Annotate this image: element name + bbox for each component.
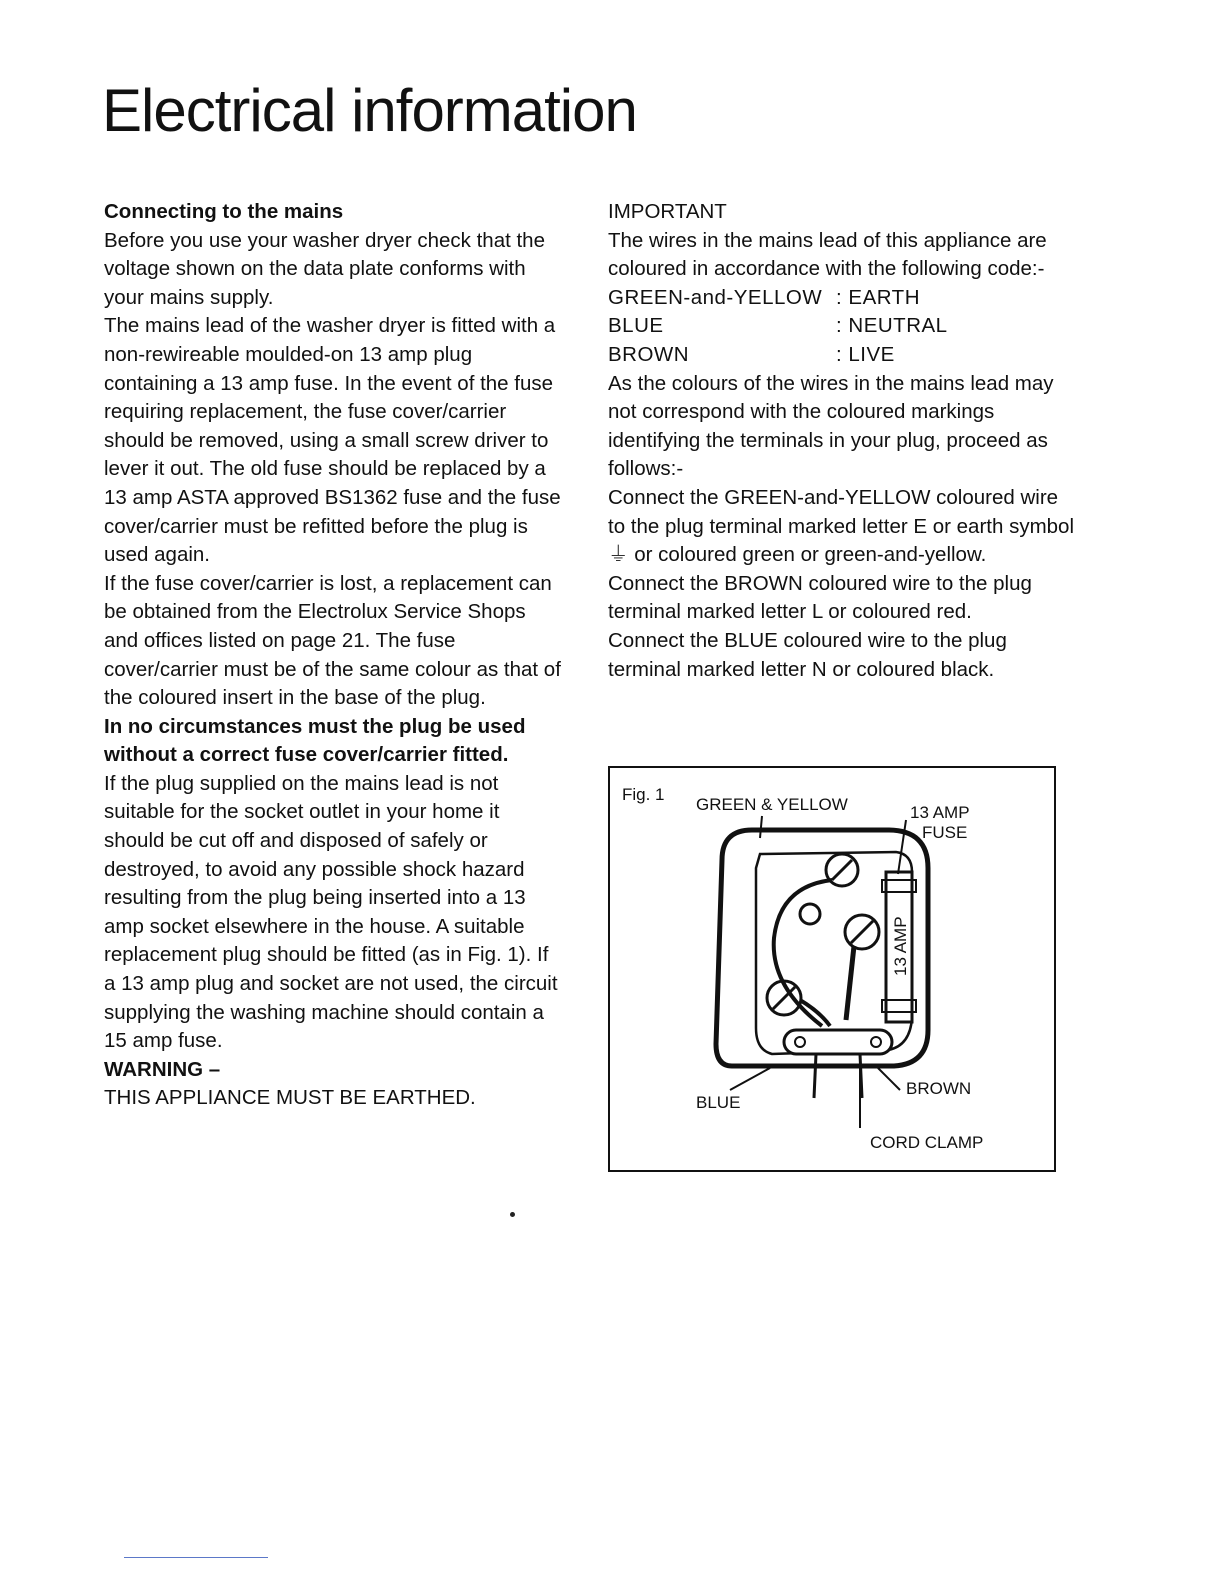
- live-wire: [846, 946, 854, 1020]
- wire-code-intro: The wires in the mains lead of this appliance are coloured in accordance with the following code:-: [608, 228, 1047, 281]
- code-meaning: : EARTH: [836, 285, 920, 309]
- leader-green-yellow: [760, 816, 762, 838]
- label-green-yellow: GREEN & YELLOW: [696, 795, 848, 814]
- label-fuse: FUSE: [922, 823, 968, 842]
- cord-clamp: [784, 1030, 892, 1054]
- center-post: [800, 904, 820, 924]
- label-blue: BLUE: [696, 1093, 741, 1112]
- paragraph-voltage-check: Before you use your washer dryer check that the voltage shown on the data plate conforms with your mains supply.: [104, 228, 545, 309]
- page-title: Electrical information: [102, 77, 637, 144]
- leader-blue: [730, 1068, 770, 1090]
- paragraph-plug-unsuitable: If the plug supplied on the mains lead is not suitable for the socket outlet in your home it should be cut off and disposed of safely or destroyed, to avoid any possible shock hazard resulting from the plug being inserted into a 13 amp socket elsewhere in the house. A suitable replacement plug should be fitted (as in Fig. 1). If a 13 amp plug and socket are not used, the circuit supplying the washing machine should contain a 15 amp fuse.: [104, 771, 558, 1053]
- left-column: [104, 198, 564, 1113]
- important-heading: IMPORTANT: [608, 200, 727, 223]
- code-colour: GREEN-and-YELLOW: [608, 285, 823, 309]
- instruction-proceed: As the colours of the wires in the mains lead may not correspond with the coloured markings identifying the terminals in your plug, proceed as follows:-: [608, 371, 1054, 481]
- code-meaning: : LIVE: [836, 342, 895, 366]
- label-cord-clamp: CORD CLAMP: [870, 1133, 984, 1152]
- plug-wiring-figure: [608, 766, 1056, 1172]
- code-colour: BLUE: [608, 314, 664, 338]
- plug-diagram: [610, 768, 1054, 1170]
- section-heading-mains: Connecting to the mains: [104, 200, 344, 223]
- warning-text: THIS APPLIANCE MUST BE EARTHED.: [104, 1086, 476, 1110]
- code-row-neutral: [608, 312, 1078, 341]
- code-row-earth: [608, 284, 1078, 313]
- mains-cable: [814, 1054, 862, 1098]
- paragraph-fuse-replacement: The mains lead of the washer dryer is fitted with a non-rewireable moulded-on 13 amp plug containing a 13 amp fuse. In the event of the fuse requiring replacement, the fuse cover/carrier should be removed, using a small screw driver to lever it out. The old fuse should be replaced by a 13 amp ASTA approved BS1362 fuse and the fuse cover/carrier must be refitted before the plug is used again.: [104, 314, 561, 567]
- label-13-amp: 13 AMP: [910, 803, 970, 822]
- instruction-brown: Connect the BROWN coloured wire to the plug terminal marked letter L or coloured red.: [608, 571, 1032, 624]
- scan-speck: [510, 1212, 515, 1217]
- instruction-green-yellow: Connect the GREEN-and-YELLOW coloured wire to the plug terminal marked letter E or earth symbol ⏚ or coloured green or green-and-yellow.: [608, 485, 1075, 567]
- fuse-marking: 13 AMP: [891, 916, 910, 976]
- label-brown: BROWN: [906, 1079, 972, 1098]
- warning-label: WARNING –: [104, 1057, 221, 1081]
- leader-fuse: [898, 820, 906, 874]
- code-row-live: [608, 341, 1078, 370]
- leader-brown: [878, 1068, 900, 1090]
- code-colour: BROWN: [608, 342, 690, 366]
- code-meaning: : NEUTRAL: [836, 314, 948, 338]
- right-column: [608, 198, 1078, 684]
- instruction-blue: Connect the BLUE coloured wire to the plug terminal marked letter N or coloured black.: [608, 628, 1007, 681]
- paragraph-no-circumstances: In no circumstances must the plug be used without a correct fuse cover/carrier fitted.: [104, 714, 526, 767]
- paragraph-fuse-cover: If the fuse cover/carrier is lost, a replacement can be obtained from the Electrolux Service Shops and offices listed on page 21. The fuse cover/carrier must be of the same colour as that of the coloured insert in the base of the plug.: [104, 571, 561, 710]
- footer-rule: [124, 1557, 268, 1558]
- figure-caption: Fig. 1: [622, 785, 665, 804]
